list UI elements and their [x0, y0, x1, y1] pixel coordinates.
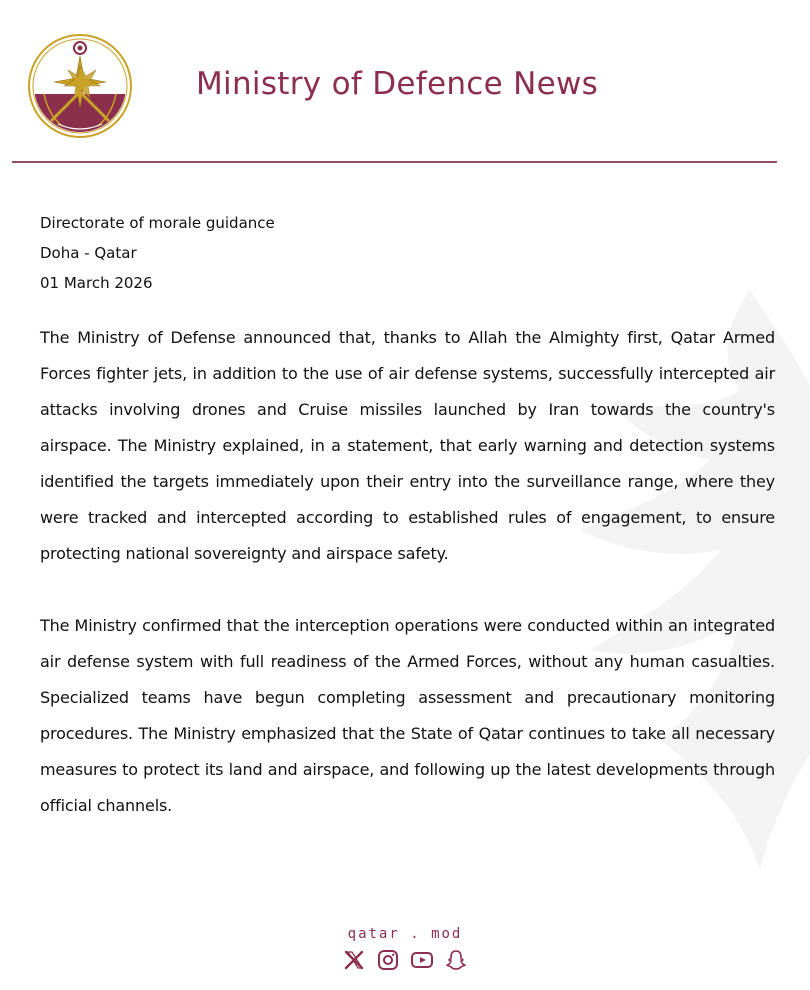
x-icon[interactable]: [342, 948, 366, 972]
statement-paragraph: The Ministry confirmed that the interception operations were conducted within an integrated air defense system with full readiness of the Armed Forces, without any human casualties. Specialized teams have begun completing assessment and precautionary monitoring procedures. The Ministry emphasized that the State of Qatar continues to take all necessary measures to protect its land and airspace, and following up the latest developments through official channels.: [40, 616, 775, 815]
location-line: Doha - Qatar: [40, 244, 137, 262]
statement-paragraph: The Ministry of Defense announced that, thanks to Allah the Almighty first, Qatar Armed Forces fighter jets, in addition to the use of air defense systems, successfully intercepted air attacks involving drones and Cruise missiles launched by Iran towards the country's airspace. The Ministry explained, in a statement, that early warning and detection systems identified the targets immediately upon their entry into the surveillance range, where they were tracked and intercepted according to established rules of engagement, to ensure protecting national sovereignty and airspace safety.: [40, 328, 775, 563]
social-handle: qatar . mod: [347, 926, 463, 942]
document-meta: [40, 208, 275, 298]
header: [0, 0, 810, 164]
directorate-line: Directorate of morale guidance: [40, 214, 275, 232]
youtube-icon[interactable]: [410, 948, 434, 972]
date-line: 01 March 2026: [40, 274, 153, 292]
instagram-icon[interactable]: [376, 948, 400, 972]
statement-body: [40, 320, 775, 860]
header-divider: [12, 161, 777, 163]
social-icons: [0, 948, 810, 972]
ministry-emblem-logo: [28, 34, 132, 138]
footer: [0, 924, 810, 972]
snapchat-icon[interactable]: [444, 948, 468, 972]
page-title: Ministry of Defence News: [196, 66, 599, 102]
